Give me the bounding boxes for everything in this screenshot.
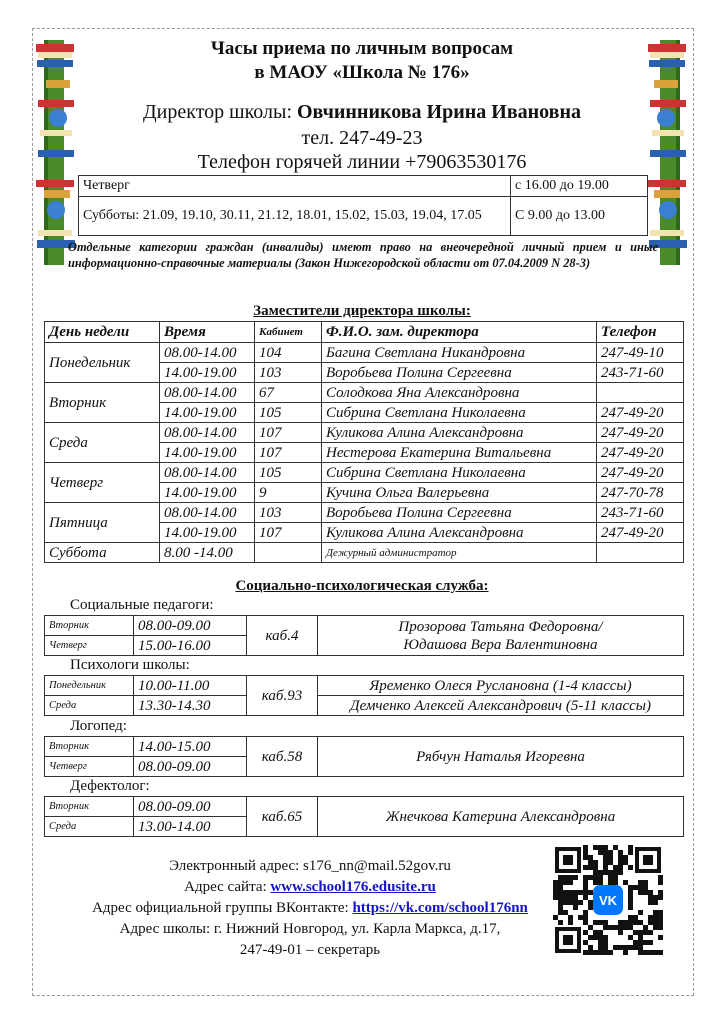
- deputy-room: 107: [255, 443, 322, 463]
- table-row: [45, 696, 684, 716]
- social-time: 14.00-15.00: [134, 737, 247, 757]
- hotline-phone: Телефон горячей линии +79063530176: [197, 151, 527, 173]
- deputy-time: 14.00-19.00: [160, 403, 255, 423]
- deputy-room: 105: [255, 463, 322, 483]
- deputy-day: Среда: [45, 423, 160, 463]
- deputy-phone: 243-71-60: [597, 503, 684, 523]
- social-day: Понедельник: [45, 676, 134, 696]
- site-link[interactable]: www.school176.edusite.ru: [270, 879, 436, 895]
- vk-qr-code-icon[interactable]: [553, 845, 663, 955]
- deputy-name: Воробьева Полина Сергеевна: [322, 363, 597, 383]
- schedule-day: Субботы: 21.09, 19.10, 30.11, 21.12, 18.01, 15.02, 15.03, 19.04, 17.05: [79, 197, 511, 236]
- deputy-time: 08.00-14.00: [160, 383, 255, 403]
- social-group-table: [44, 615, 684, 656]
- social-time: 10.00-11.00: [134, 676, 247, 696]
- deputy-room: 67: [255, 383, 322, 403]
- email-line: Электронный адрес: s176_nn@mail.52gov.ru: [169, 858, 451, 874]
- schedule-day: Четверг: [79, 176, 511, 197]
- social-specialist: Демченко Алексей Александрович (5-11 классы): [318, 696, 684, 716]
- deputy-day: Пятница: [45, 503, 160, 543]
- deputy-phone: 247-49-20: [597, 523, 684, 543]
- deputy-phone: 247-49-20: [597, 463, 684, 483]
- deputy-day: Четверг: [45, 463, 160, 503]
- deputies-title: Заместители директора школы:: [253, 303, 471, 319]
- deputy-room: 103: [255, 363, 322, 383]
- table-row: [45, 383, 684, 403]
- table-row: [45, 423, 684, 443]
- social-time: 08.00-09.00: [134, 616, 247, 636]
- social-day: Среда: [45, 696, 134, 716]
- deputy-time: 14.00-19.00: [160, 363, 255, 383]
- social-room: каб.4: [247, 616, 318, 656]
- deputy-time: 08.00-14.00: [160, 343, 255, 363]
- specialist-name: Прозорова Татьяна Федоровна/: [398, 618, 603, 635]
- address-line: Адрес школы: г. Нижний Новгород, ул. Карла Маркса, д.17,: [119, 921, 501, 937]
- table-row: [45, 543, 684, 563]
- saturday-time: 8.00 -14.00: [160, 543, 255, 563]
- deputy-room: 9: [255, 483, 322, 503]
- deputy-day: Понедельник: [45, 343, 160, 383]
- header-day: День недели: [45, 322, 160, 343]
- social-group-label: Психологи школы:: [70, 657, 190, 673]
- deputy-phone: 247-49-10: [597, 343, 684, 363]
- social-day: Вторник: [45, 797, 134, 817]
- director-line: [0, 100, 724, 124]
- social-time: 15.00-16.00: [134, 636, 247, 656]
- table-row: [45, 797, 684, 817]
- deputy-day: Вторник: [45, 383, 160, 423]
- social-group-label: Логопед:: [70, 718, 127, 734]
- table-row: [79, 176, 648, 197]
- deputy-name: Кучина Ольга Валерьевна: [322, 483, 597, 503]
- site-line: [0, 877, 620, 898]
- deputy-room: 105: [255, 403, 322, 423]
- table-row: [45, 676, 684, 696]
- deputy-name: Сибрина Светлана Николаевна: [322, 463, 597, 483]
- deputy-name: Багина Светлана Никандровна: [322, 343, 597, 363]
- social-day: Среда: [45, 817, 134, 837]
- deputy-phone: 247-49-20: [597, 403, 684, 423]
- director-label: Директор школы:: [143, 101, 292, 123]
- social-group-table: [44, 675, 684, 716]
- deputy-time: 14.00-19.00: [160, 523, 255, 543]
- saturday-phone: [597, 543, 684, 563]
- vk-link[interactable]: https://vk.com/school176nn: [352, 900, 528, 916]
- social-specialist: [318, 737, 684, 777]
- social-specialist: [318, 616, 684, 656]
- social-room: каб.58: [247, 737, 318, 777]
- social-title: Социально-психологическая служба:: [235, 578, 489, 594]
- secretary-line: 247-49-01 – секретарь: [239, 942, 381, 958]
- social-group-table: [44, 736, 684, 777]
- deputy-name: Куликова Алина Александровна: [322, 423, 597, 443]
- social-group-table: [44, 796, 684, 837]
- deputy-phone: [597, 383, 684, 403]
- vk-label: Адрес официальной группы ВКонтакте:: [92, 900, 349, 916]
- header-name: Ф.И.О. зам. директора: [322, 322, 597, 343]
- deputies-table: [44, 321, 684, 563]
- social-room: каб.65: [247, 797, 318, 837]
- schedule-time: С 9.00 до 13.00: [511, 197, 648, 236]
- deputy-time: 08.00-14.00: [160, 423, 255, 443]
- director-schedule-table: [78, 175, 648, 236]
- header-phone: Телефон: [597, 322, 684, 343]
- social-day: Вторник: [45, 616, 134, 636]
- header-room: Кабинет: [255, 322, 322, 343]
- table-row: [45, 463, 684, 483]
- social-day: Четверг: [45, 636, 134, 656]
- specialist-name: Рябчун Наталья Игоревна: [416, 748, 585, 765]
- specialist-name: Жнечкова Катерина Александровна: [385, 808, 616, 825]
- page-title: Часы приема по личным вопросам: [210, 38, 514, 59]
- table-header-row: [45, 322, 684, 343]
- site-label: Адрес сайта:: [184, 879, 267, 895]
- saturday-name: Дежурный администратор: [322, 543, 597, 563]
- vk-badge: VK: [598, 893, 618, 908]
- social-specialist: Яременко Олеся Руслановна (1-4 классы): [318, 676, 684, 696]
- social-specialist: [318, 797, 684, 837]
- saturday-day: Суббота: [45, 543, 160, 563]
- social-time: 13.00-14.00: [134, 817, 247, 837]
- social-time: 08.00-09.00: [134, 757, 247, 777]
- social-day: Четверг: [45, 757, 134, 777]
- saturday-room: [255, 543, 322, 563]
- deputy-phone: 247-49-20: [597, 423, 684, 443]
- deputy-phone: 243-71-60: [597, 363, 684, 383]
- deputy-room: 107: [255, 423, 322, 443]
- deputy-phone: 247-49-20: [597, 443, 684, 463]
- social-time: 08.00-09.00: [134, 797, 247, 817]
- deputy-time: 08.00-14.00: [160, 463, 255, 483]
- priority-note: Отдельные категории граждан (инвалиды) имеют право на внеочередной личный прием и иные информационно-справочные материалы (Закон Нижегородской области от 07.04.2009 N 28-3): [68, 240, 658, 270]
- specialist-name: Юдашова Вера Валентиновна: [403, 636, 598, 653]
- social-group-label: Социальные педагоги:: [70, 597, 214, 613]
- table-row: [45, 616, 684, 636]
- deputy-room: 107: [255, 523, 322, 543]
- social-day: Вторник: [45, 737, 134, 757]
- table-row: [45, 737, 684, 757]
- table-row: [45, 343, 684, 363]
- table-row: [45, 503, 684, 523]
- header-time: Время: [160, 322, 255, 343]
- director-name: Овчинникова Ирина Ивановна: [297, 101, 581, 123]
- schedule-time: с 16.00 до 19.00: [511, 176, 648, 197]
- deputy-time: 14.00-19.00: [160, 443, 255, 463]
- page-subtitle: в МАОУ «Школа № 176»: [254, 62, 470, 83]
- deputy-room: 103: [255, 503, 322, 523]
- director-phone: тел. 247-49-23: [301, 127, 423, 149]
- table-row: [79, 197, 648, 236]
- deputy-name: Нестерова Екатерина Витальевна: [322, 443, 597, 463]
- deputy-time: 14.00-19.00: [160, 483, 255, 503]
- deputy-name: Воробьева Полина Сергеевна: [322, 503, 597, 523]
- deputy-time: 08.00-14.00: [160, 503, 255, 523]
- social-room: каб.93: [247, 676, 318, 716]
- deputy-name: Куликова Алина Александровна: [322, 523, 597, 543]
- deputy-name: Солодкова Яна Александровна: [322, 383, 597, 403]
- deputy-phone: 247-70-78: [597, 483, 684, 503]
- deputy-name: Сибрина Светлана Николаевна: [322, 403, 597, 423]
- social-time: 13.30-14.30: [134, 696, 247, 716]
- vk-line: [0, 898, 620, 919]
- deputy-room: 104: [255, 343, 322, 363]
- social-group-label: Дефектолог:: [70, 778, 150, 794]
